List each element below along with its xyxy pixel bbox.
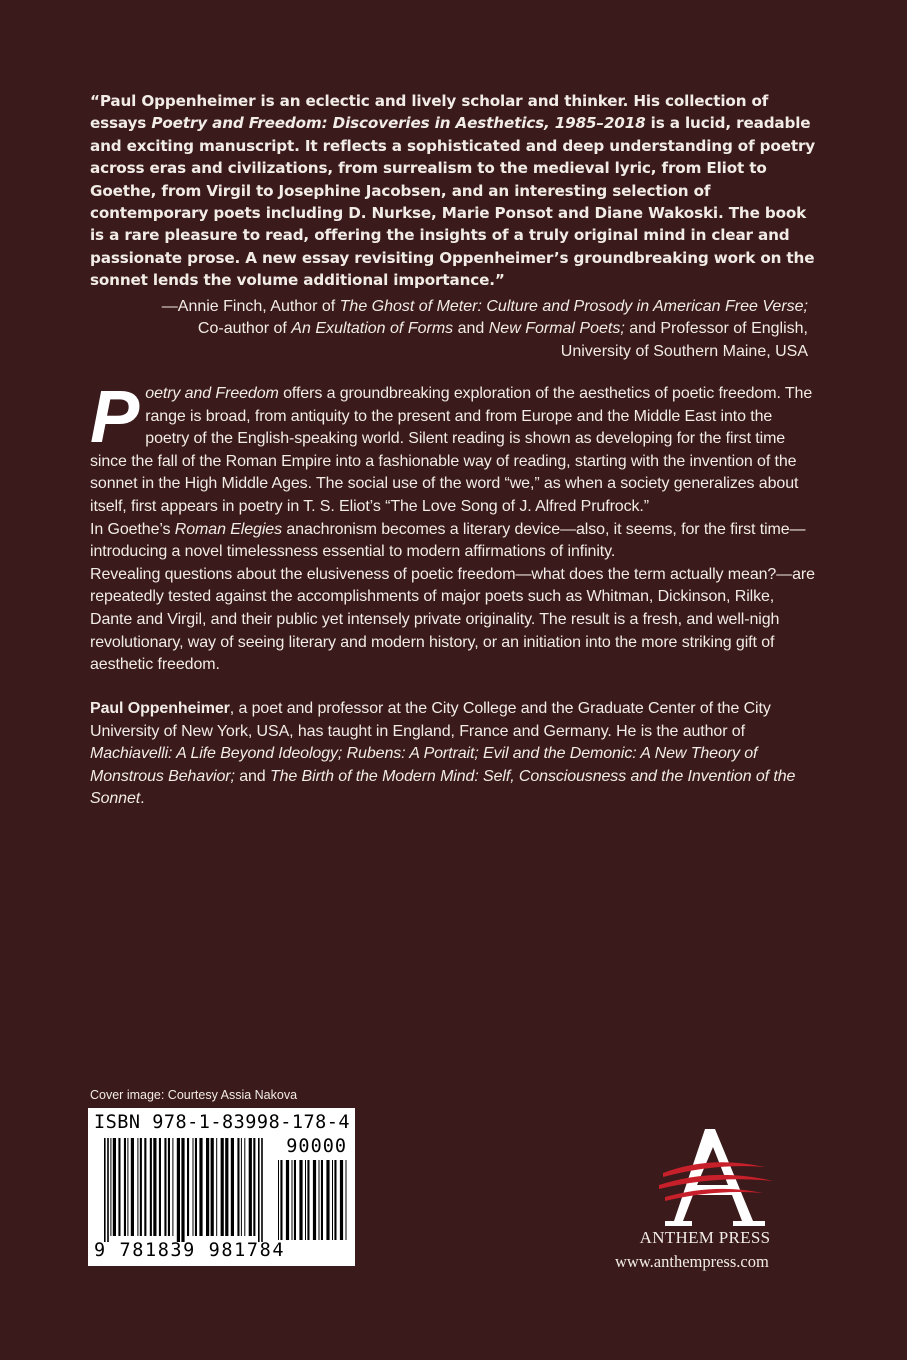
barcode-addon-bar [307, 1160, 309, 1240]
barcode-bar [195, 1138, 197, 1236]
barcode-addon-bar [292, 1160, 293, 1240]
barcode-bar [118, 1138, 120, 1236]
review-quote [90, 90, 818, 292]
barcode-guard [104, 1138, 106, 1242]
barcode-addon-bar [313, 1160, 316, 1240]
attribution-role: and Professor of English, [624, 320, 808, 338]
barcode-bar [150, 1138, 152, 1236]
barcode-bar [249, 1138, 252, 1236]
barcode-addon-bar [321, 1160, 323, 1240]
barcode-addon-bar [346, 1160, 347, 1240]
barcode-bar [172, 1138, 173, 1236]
book-description [90, 375, 820, 677]
barcode-bar [231, 1138, 234, 1236]
quote-attribution [90, 296, 808, 363]
barcode-bar [110, 1138, 111, 1236]
barcode-bar [140, 1138, 142, 1236]
barcode-addon-bar [286, 1160, 289, 1240]
cover-credit: Cover image: Courtesy Assia Nakova [90, 1088, 298, 1102]
barcode-guard [261, 1138, 263, 1242]
description-paragraph-1 [90, 375, 820, 519]
author-bio [90, 698, 818, 811]
barcode-bar [244, 1138, 245, 1236]
barcode-bar [199, 1138, 202, 1236]
barcode-bar [211, 1138, 214, 1236]
barcode-bar [164, 1138, 166, 1236]
barcode-bar [137, 1138, 138, 1236]
barcode-addon-bar [280, 1160, 282, 1240]
attribution-and: and [453, 320, 489, 338]
bio-books-2: The Birth of the Modern Mind: Self, Consciousness and the Invention of the Sonnet [90, 767, 796, 808]
barcode-bar [193, 1138, 194, 1236]
description-text-2a: In Goethe’s [90, 520, 175, 538]
bio-text-3: . [140, 790, 145, 808]
barcode-bar [221, 1138, 224, 1236]
barcode-bar [159, 1138, 161, 1236]
barcode-bar [187, 1138, 189, 1236]
bio-text-2: and [234, 767, 270, 785]
barcode-bar [131, 1138, 134, 1236]
barcode-bar [113, 1138, 116, 1236]
barcode-addon-bar [299, 1160, 302, 1240]
barcode-bar [237, 1138, 239, 1236]
barcode-guard [258, 1138, 260, 1242]
description-text-2b: anachronism becomes a literary device—also, it seems, for the first time—introducing a novel timelessness essential to modern affirmations of infinity. [90, 520, 806, 561]
barcode-addon-bar [278, 1160, 279, 1240]
description-text-1: offers a groundbreaking exploration of the aesthetics of poetic freedom. The range is broad, from antiquity to the present and from Europe and the Middle East into the poetry of the English-speaking world. Silent reading is shown as developing for the first time since the fall of the Roman Empire into a fashionable way of reading, starting with the invention of the sonnet in the High Middle Ages. The social use of the word “we,” as when a society generalizes about itself, first appears in poetry in T. S. Eliot’s “The Love Song of J. Alfred Prufrock.” [90, 385, 813, 515]
attribution-book-1: The Ghost of Meter: Culture and Prosody in American Free Verse; [339, 298, 808, 315]
barcode-bar [144, 1138, 146, 1236]
barcode-bar [216, 1138, 217, 1236]
barcode-addon-bar [319, 1160, 320, 1240]
author-name: Paul Oppenheimer [90, 700, 230, 717]
barcode-bar [177, 1138, 180, 1242]
barcode-guard [107, 1138, 109, 1242]
description-roman-elegies: Roman Elegies [174, 520, 282, 538]
ean-digits: 9 781839 981784 [94, 1240, 286, 1261]
quote-text-1: “Paul Oppenheimer is an eclectic and lively scholar and thinker. His collection of essays [90, 92, 769, 133]
barcode-addon-bar [334, 1160, 336, 1240]
barcode-addon-bar [305, 1160, 306, 1240]
attribution-coauthor: Co-author of [197, 320, 292, 338]
barcode-bar [124, 1138, 126, 1236]
barcode-bar [206, 1138, 209, 1236]
publisher-name: ANTHEM PRESS [639, 1228, 771, 1247]
description-paragraph-3: Revealing questions about the elusiveness of poetic freedom—what does the term actually mean?—are repeatedly tested against the accomplishments of major poets such as Whitman, Dickinson, Rilke, Dante and Virgil, and their public yet intensely private originality. The result is a fresh, and well-nigh revolutionary, way of seeing literary and modern history, or an initiation into the more striking gift of aesthetic freedom. [90, 565, 815, 674]
barcode-addon-number: 90000 [286, 1136, 347, 1157]
bio-text-1: , a poet and professor at the City College and the Graduate Center of the City University of New York, USA, has taught in England, France and Germany. He is the author of [90, 700, 771, 740]
barcode-bar [253, 1138, 255, 1236]
barcode-bar [241, 1138, 242, 1236]
barcode-bar [168, 1138, 170, 1236]
barcode-addon-bar [326, 1160, 329, 1240]
attribution-book-2: An Exultation of Forms [291, 320, 454, 338]
quote-text-2: is a lucid, readable and exciting manuscript. It reflects a sophisticated and deep understanding of poetry across eras and civilizations, from surrealism to the medieval lyric, from Eliot to Goethe, from Virgil to Josephine Jacobsen, and an interesting selection of contemporary poets including D. Nurkse, Marie Ponsot and Diane Wakoski. The book is a rare pleasure to read, offering the insights of a truly original mind in clear and passionate prose. A new essay revisiting Oppenheimer’s groundbreaking work on the sonnet lends the volume additional importance.” [90, 114, 816, 290]
description-title: oetry and Freedom [145, 385, 279, 402]
barcode-addon-bar [340, 1160, 343, 1240]
barcode-bar [153, 1138, 156, 1236]
attribution-author: —Annie Finch, Author of [161, 298, 340, 315]
isbn-barcode [88, 1108, 355, 1266]
barcode-bar [127, 1138, 128, 1236]
publisher-logo [615, 1125, 815, 1275]
barcode-addon-bar [332, 1160, 333, 1240]
attribution-book-3: New Formal Poets; [488, 320, 625, 338]
description-paragraph-2 [90, 519, 820, 564]
publisher-url[interactable]: www.anthempress.com [615, 1252, 769, 1271]
anthem-a-icon [615, 1125, 815, 1230]
barcode-bar [181, 1138, 184, 1242]
isbn-label: ISBN 978-1-83998-178-4 [94, 1112, 351, 1133]
drop-cap: P [90, 375, 140, 458]
barcode-bar [225, 1138, 228, 1236]
bio-books-1: Machiavelli: A Life Beyond Ideology; Rubens: A Portrait; Evil and the Demonic: A New Theory of Monstrous Behavior; [90, 745, 758, 785]
attribution-affiliation: University of Southern Maine, USA [560, 342, 808, 360]
barcode-addon-bar [294, 1160, 296, 1240]
quote-book-title: Poetry and Freedom: Discoveries in Aesthetics, 1985–2018 [151, 114, 646, 133]
